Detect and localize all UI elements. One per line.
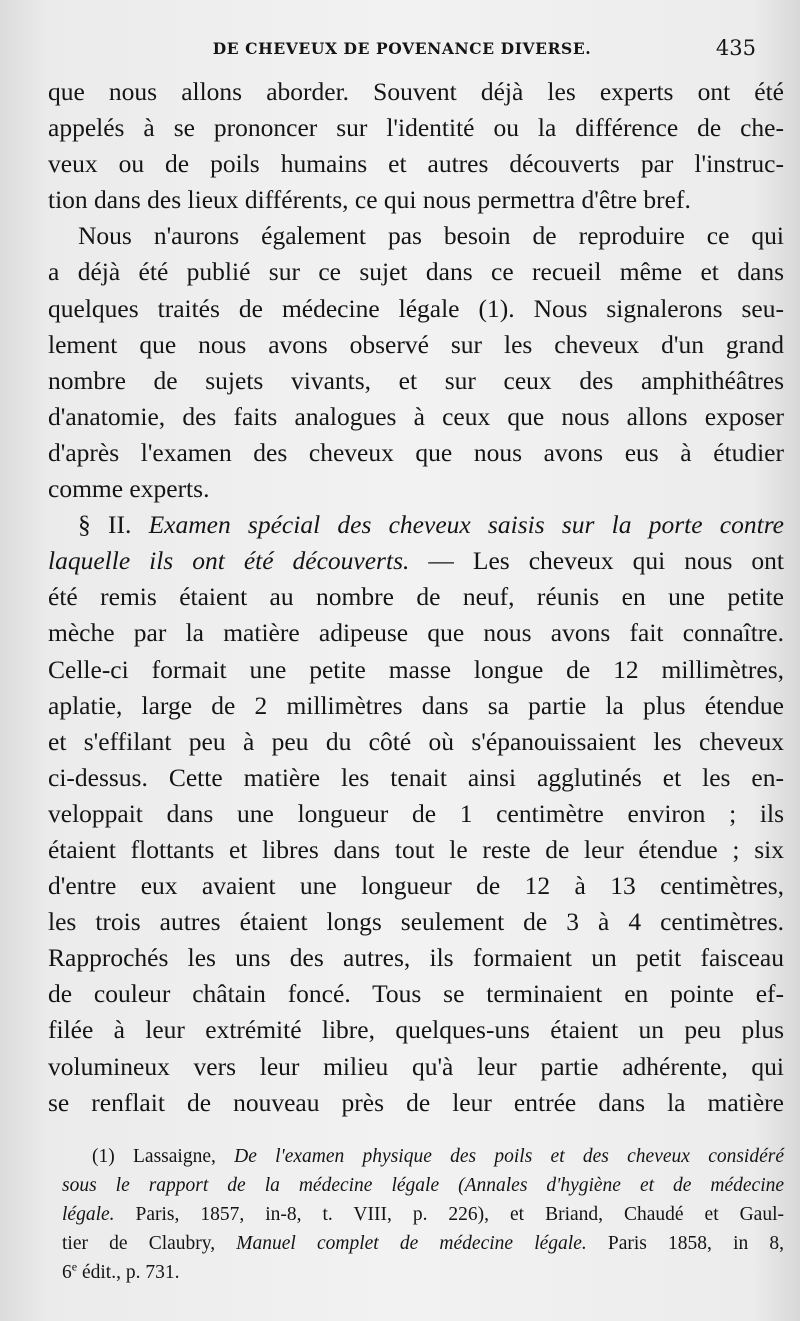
footnote-publication-2: Paris 1858, in 8, bbox=[607, 1233, 785, 1254]
text-line: Nous n'aurons également pas besoin de reproduire ce qui bbox=[78, 221, 784, 251]
text-line: comme experts. bbox=[48, 474, 210, 504]
text-line: veux ou de poils humains et autres découverts par l'instruc- bbox=[48, 149, 784, 179]
text-line: filée à leur extrémité libre, quelques-uns étaient un peu plus bbox=[48, 1015, 784, 1045]
footnote-journal-cont: légale. bbox=[62, 1204, 115, 1225]
text-line: d'anatomie, des faits analogues à ceux que nous allons exposer bbox=[48, 401, 784, 431]
footnote-line bbox=[62, 1171, 784, 1200]
footnote-title-2: Manuel complet de médecine légale. bbox=[236, 1233, 587, 1254]
text-line: mèche par la matière adipeuse que nous avons fait connaître. bbox=[48, 618, 784, 648]
footnote-line bbox=[62, 1200, 784, 1229]
footnote bbox=[62, 1142, 784, 1287]
footnote-edition-number: 6 bbox=[62, 1262, 72, 1283]
text-line: tion dans des lieux différents, ce qui nous permettra d'être bref. bbox=[48, 185, 691, 215]
text-line: aplatie, large de 2 millimètres dans sa partie la plus étendue bbox=[48, 690, 784, 720]
section-heading-line bbox=[48, 507, 784, 543]
main-text bbox=[48, 74, 784, 1121]
running-title: DE CHEVEUX DE POVENANCE DIVERSE. bbox=[212, 39, 592, 58]
section-title: Examen spécial des cheveux saisis sur la porte contre bbox=[148, 510, 785, 540]
footnote-publication: Paris, 1857, in-8, t. VIII, p. 226), et Briand, Chaudé et Gaul- bbox=[135, 1204, 785, 1225]
text-line: les trois autres étaient longs seulement de 3 à 4 centimètres. bbox=[48, 907, 784, 937]
text-line: lement que nous avons observé sur les cheveux d'un grand bbox=[48, 329, 784, 359]
text-line: été remis étaient au nombre de neuf, réunis en une petite bbox=[48, 582, 784, 612]
section-heading-line bbox=[48, 543, 784, 579]
text-line: volumineux vers leur milieu qu'à leur partie adhérente, qui bbox=[48, 1051, 784, 1081]
text-line: quelques traités de médecine légale (1). Nous signalerons seu- bbox=[48, 293, 784, 323]
text-line: de couleur châtain foncé. Tous se terminaient en pointe ef- bbox=[48, 979, 784, 1009]
text-line: ci-dessus. Cette matière les tenait ainsi agglutinés et les en- bbox=[48, 762, 784, 792]
footnote-line bbox=[62, 1229, 784, 1258]
text-line: appelés à se prononcer sur l'identité ou la différence de che- bbox=[48, 113, 784, 143]
footnote-author: Lassaigne, bbox=[133, 1146, 216, 1167]
text-line: d'après l'examen des cheveux que nous avons eus à étudier bbox=[48, 437, 784, 467]
footnote-title: De l'examen physique des poils et des cheveux considéré bbox=[234, 1146, 784, 1167]
section-number: § II. bbox=[78, 510, 132, 540]
text-line: et s'effilant peu à peu du côté où s'épanouissaient les cheveux bbox=[48, 726, 784, 756]
footnote-journal: (Annales d'hygiène et de médecine bbox=[458, 1175, 785, 1196]
footnote-title-cont: sous le rapport de la médecine légale bbox=[62, 1175, 440, 1196]
text-line: que nous allons aborder. Souvent déjà les experts ont été bbox=[48, 77, 784, 106]
page-number: 435 bbox=[715, 36, 756, 60]
footnote-line bbox=[62, 1142, 784, 1171]
footnote-author-2: tier de Claubry, bbox=[62, 1233, 216, 1254]
text-line: Rapprochés les uns des autres, ils formaient un petit faisceau bbox=[48, 943, 784, 973]
footnote-line bbox=[62, 1258, 784, 1287]
page-header bbox=[48, 36, 756, 66]
footnote-marker: (1) bbox=[92, 1146, 115, 1167]
text-line: d'entre eux avaient une longueur de 12 à 13 centimètres, bbox=[48, 871, 784, 901]
text-line: Celle-ci formait une petite masse longue de 12 millimètres, bbox=[48, 654, 784, 684]
footnote-edition-rest: édit., p. 731. bbox=[81, 1262, 180, 1283]
section-lead-text: — Les cheveux qui nous ont bbox=[428, 546, 784, 576]
section-title-continued: laquelle ils ont été découverts. bbox=[48, 546, 410, 576]
text-line: se renflait de nouveau près de leur entrée dans la matière bbox=[48, 1087, 784, 1117]
text-line: a déjà été publié sur ce sujet dans ce recueil même et dans bbox=[48, 257, 784, 287]
text-line: étaient flottants et libres dans tout le reste de leur étendue ; six bbox=[48, 834, 784, 864]
footnote-edition-superscript: e bbox=[71, 1259, 78, 1274]
text-line: veloppait dans une longueur de 1 centimètre environ ; ils bbox=[48, 798, 784, 828]
text-line: nombre de sujets vivants, et sur ceux des amphithéâtres bbox=[48, 365, 784, 395]
